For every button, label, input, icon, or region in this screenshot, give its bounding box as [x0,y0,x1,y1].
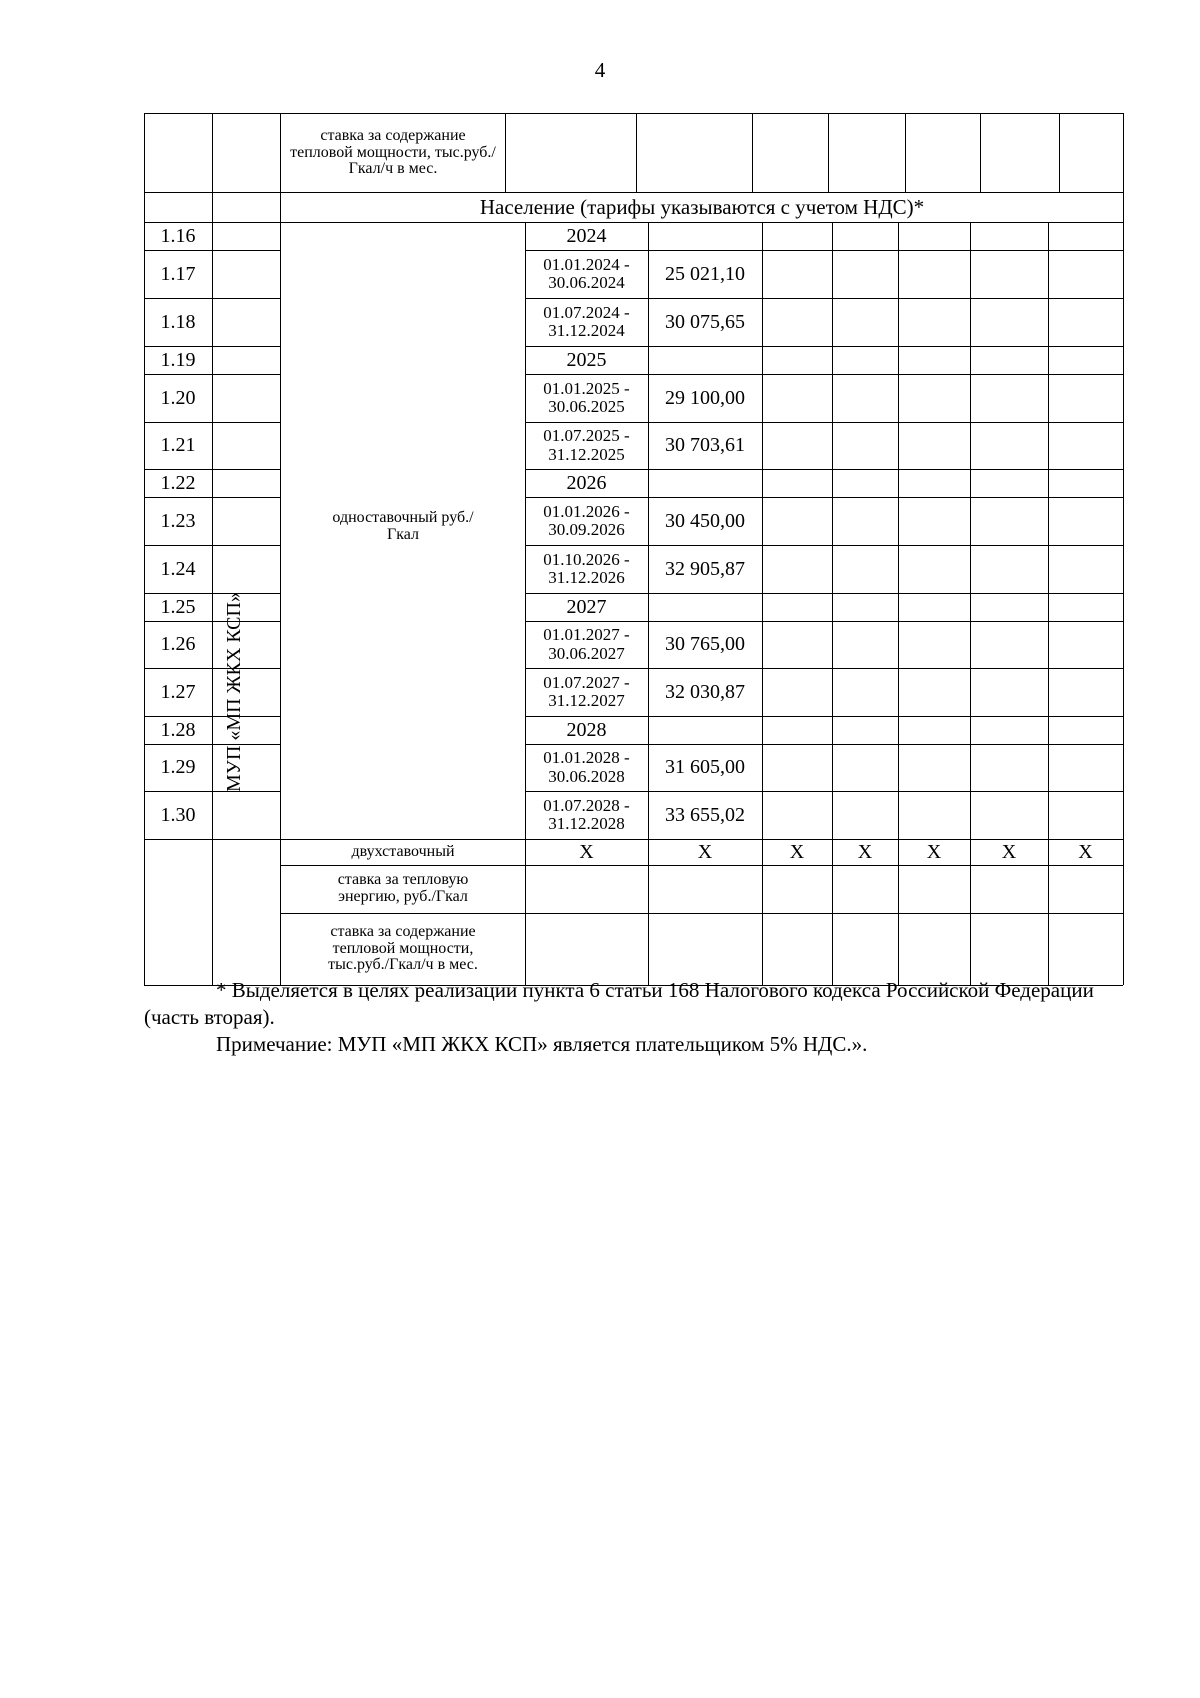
year-header: 2026 [566,471,607,494]
x-mark: X [579,840,594,863]
tariff-value: 30 765,00 [665,633,745,655]
rule [832,222,833,985]
note: Примечание: МУП «МП ЖКХ КСП» является плательщиком 5% НДС.». [216,1031,868,1056]
row-number: 1.22 [160,471,196,494]
year-header: 2025 [566,348,607,371]
tariff-value: 25 021,10 [665,262,745,285]
row-number: 1.24 [160,557,196,580]
rule [752,113,753,192]
date-range: 01.01.2025 - 30.06.2025 [543,378,630,416]
row-number: 1.18 [160,310,196,333]
two-rate-label: двухставочный [351,842,455,860]
row-number: 1.30 [160,803,196,826]
section-header: Население (тарифы указываются с учетом НДС)* [479,195,925,220]
date-range: 01.07.2024 - 31.12.2024 [543,302,630,340]
date-range: 01.10.2026 - 31.12.2026 [543,549,630,587]
year-header: 2024 [566,224,607,247]
rule [648,716,649,744]
tariff-value: 32 030,87 [665,680,745,703]
organization-name: МУП «МП ЖКХ КСП» [222,592,245,792]
date-range: 01.07.2027 - 31.12.2027 [543,672,630,710]
row-number: 1.27 [160,680,196,703]
single-rate-label: одноставочный руб./Гкал [332,509,474,543]
rule [980,113,981,192]
tariff-value: 29 100,00 [665,386,745,409]
rule [828,113,829,192]
rule [1048,222,1049,985]
rule [636,113,637,192]
row-number: 1.25 [160,595,196,618]
x-mark: X [857,840,873,863]
x-mark: X [697,840,713,863]
page-number: 4 [594,58,606,82]
date-range: 01.01.2027 - 30.06.2027 [543,625,630,663]
tariff-value: 30 075,65 [665,310,745,333]
row-number: 1.19 [160,348,196,371]
rule [898,222,899,985]
tariff-value: 32 905,87 [665,557,745,580]
tariff-value: 30 703,61 [665,434,745,456]
rule [648,346,649,374]
date-range: 01.01.2028 - 30.06.2028 [543,748,630,786]
x-mark: X [1078,840,1093,863]
row-number: 1.28 [160,718,196,741]
tariff-value: 31 605,00 [665,756,745,778]
rule [1059,113,1060,192]
rule [762,222,763,985]
row-number: 1.20 [160,386,196,409]
rule [1123,113,1124,985]
row-number: 1.17 [160,262,196,285]
rule [905,113,906,192]
rule [212,113,213,985]
footnote: * Выделяется в целях реализации пункта 6 статьи 168 Налогового кодекса Российской Федерации (часть вторая). [144,978,1094,1029]
row-number: 1.26 [160,633,196,655]
row-number: 1.21 [160,434,196,456]
capacity-rate-label: ставка за содержание тепловой мощности, тыс.руб./Гкал/ч в мес. [328,922,478,974]
x-mark: X [789,840,805,863]
row-number: 1.29 [160,756,196,778]
x-mark: X [926,840,942,863]
year-header: 2027 [566,595,607,618]
rule [505,113,506,192]
x-mark: X [1001,840,1017,863]
rule [648,222,649,250]
date-range: 01.07.2028 - 31.12.2028 [543,795,630,833]
rule [648,469,649,497]
rule [970,222,971,985]
date-range: 01.01.2024 - 30.06.2024 [543,254,630,292]
tariff-value: 33 655,02 [665,803,745,826]
row-number: 1.23 [160,509,196,532]
rule [648,593,649,621]
tariff-value: 30 450,00 [665,509,745,532]
energy-rate-label: ставка за тепловую энергию, руб./Гкал [337,871,469,905]
date-range: 01.01.2026 - 30.09.2026 [543,501,630,539]
date-range: 01.07.2025 - 31.12.2025 [543,426,630,464]
notes [144,977,1124,1058]
year-header: 2028 [566,718,607,741]
top-capacity-label: ставка за содержание тепловой мощности, тыс.руб./Гкал/ч в мес. [290,126,496,178]
row-number: 1.16 [160,224,196,247]
